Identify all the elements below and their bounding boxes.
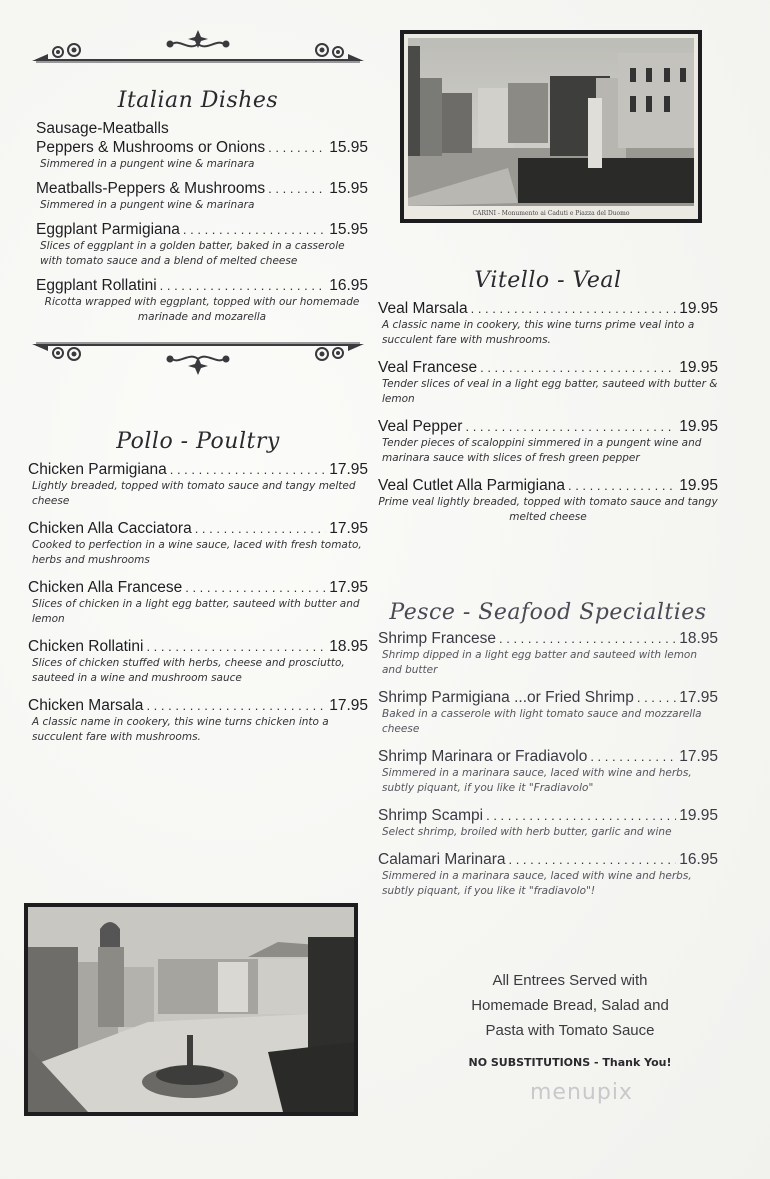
item-price: 19.95 (679, 477, 718, 494)
entrees-note (420, 968, 720, 1043)
section-title-poultry: Pollo - Poultry (116, 429, 280, 454)
item-price: 17.95 (329, 697, 368, 714)
menu-item (378, 688, 718, 737)
menu-item (28, 220, 368, 269)
item-name: Chicken Alla Francese (28, 579, 183, 596)
menu-item (378, 417, 718, 466)
item-price: 16.95 (679, 851, 718, 868)
dot-leader (183, 220, 326, 239)
item-price: 15.95 (329, 139, 368, 156)
item-name: Chicken Parmigiana (28, 461, 167, 478)
dot-leader (486, 806, 676, 825)
item-price: 15.95 (329, 221, 368, 238)
dot-leader (637, 688, 676, 707)
item-description: Simmered in a pungent wine & marinara (40, 158, 255, 170)
item-price: 19.95 (679, 807, 718, 824)
item-description: Slices of eggplant in a golden batter, baked in a casserole with tomato sauce and a blend of melted cheese (40, 240, 345, 267)
town-square-photo-icon (408, 38, 694, 206)
item-description: Slices of chicken in a light egg batter, sauteed with butter and lemon (32, 598, 360, 625)
section-title-italian: Italian Dishes (117, 88, 279, 113)
item-price: 16.95 (329, 277, 368, 294)
menu-item (378, 358, 718, 407)
item-description: A classic name in cookery, this wine turns prime veal into a succulent fare with mushrooms. (382, 319, 695, 346)
item-description: Tender slices of veal in a light egg batter, sauteed with butter & lemon (382, 378, 718, 405)
vintage-photo-top (400, 30, 702, 223)
right-column (378, 268, 718, 532)
entrees-note-line: All Entrees Served with (492, 972, 648, 989)
dot-leader (568, 476, 676, 495)
left-column (28, 28, 368, 752)
item-description: Cooked to perfection in a wine sauce, laced with fresh tomato, herbs and mushrooms (32, 539, 362, 566)
menu-item (378, 850, 718, 899)
item-name: Shrimp Parmigiana ...or Fried Shrimp (378, 689, 634, 706)
item-description: Baked in a casserole with light tomato sauce and mozzarella cheese (382, 708, 702, 735)
item-price: 17.95 (329, 579, 368, 596)
item-name: Shrimp Scampi (378, 807, 484, 824)
dot-leader (146, 637, 326, 656)
menu-item (378, 747, 718, 796)
entrees-note-line: Homemade Bread, Salad and (471, 997, 669, 1014)
item-name: Veal Cutlet Alla Parmigiana (378, 477, 565, 494)
item-name: Shrimp Marinara or Fradiavolo (378, 748, 588, 765)
menu-item (28, 637, 368, 686)
item-description: Shrimp dipped in a light egg batter and sauteed with lemon and butter (382, 649, 698, 676)
dot-leader (160, 276, 327, 295)
item-price: 18.95 (679, 630, 718, 647)
item-description: Simmered in a marinara sauce, laced with wine and herbs, subtly piquant, if you like it "fradiavolo"! (382, 870, 692, 897)
item-price: 17.95 (679, 689, 718, 706)
dot-leader (508, 850, 676, 869)
menu-item (28, 578, 368, 627)
item-price: 15.95 (329, 180, 368, 197)
section-title-veal: Vitello - Veal (474, 268, 622, 293)
menu-item (378, 299, 718, 348)
menu-item (28, 119, 368, 172)
dot-leader (480, 358, 676, 377)
item-description: Tender pieces of scaloppini simmered in a pungent wine and marinara sauce with slices of fresh green pepper (382, 437, 702, 464)
seafood-column (378, 600, 718, 906)
item-name: Eggplant Rollatini (36, 277, 157, 294)
menu-item (378, 806, 718, 840)
item-name: Shrimp Francese (378, 630, 497, 647)
dot-leader (170, 460, 326, 479)
no-substitutions-note: NO SUBSTITUTIONS - Thank You! (468, 1056, 672, 1069)
item-name: Sausage-Meatballs (36, 120, 169, 137)
menu-item (378, 476, 718, 525)
dot-leader (471, 299, 677, 318)
item-description: Prime veal lightly breaded, topped with tomato sauce and tangy melted cheese (378, 496, 718, 523)
ornamental-divider-top-icon (28, 28, 368, 64)
item-price: 17.95 (329, 520, 368, 537)
item-description: Slices of chicken stuffed with herbs, cheese and prosciutto, sauteed in a wine and mushroom sauce (32, 657, 345, 684)
item-name: Chicken Marsala (28, 697, 144, 714)
menu-item (28, 519, 368, 568)
piazza-fountain-photo-icon (28, 907, 354, 1112)
item-name: Veal Francese (378, 359, 478, 376)
item-price: 18.95 (329, 638, 368, 655)
item-description: Ricotta wrapped with eggplant, topped with our homemade marinade and mozarella (44, 296, 360, 323)
dot-leader (465, 417, 676, 436)
dot-leader (499, 629, 676, 648)
watermark-logo: menupix (530, 1080, 633, 1105)
dot-leader (268, 138, 326, 157)
item-description: Lightly breaded, topped with tomato sauce and tangy melted cheese (32, 480, 356, 507)
menu-item (28, 696, 368, 745)
dot-leader (185, 578, 326, 597)
item-name: Chicken Alla Cacciatora (28, 520, 192, 537)
item-price: 19.95 (679, 300, 718, 317)
item-description: Simmered in a pungent wine & marinara (40, 199, 255, 211)
dot-leader (268, 179, 326, 198)
item-name: Meatballs-Peppers & Mushrooms (36, 180, 266, 197)
item-name: Chicken Rollatini (28, 638, 144, 655)
menu-item (28, 179, 368, 213)
item-name: Veal Pepper (378, 418, 463, 435)
ornamental-divider-bottom-icon (28, 341, 368, 377)
dot-leader (195, 519, 327, 538)
item-price: 19.95 (679, 359, 718, 376)
item-description: Select shrimp, broiled with herb butter, garlic and wine (382, 826, 672, 838)
item-name: Calamari Marinara (378, 851, 506, 868)
photo-caption: CARINI - Monumento ai Caduti e Piazza del Duomo (472, 210, 630, 217)
section-title-seafood: Pesce - Seafood Specialties (389, 600, 707, 625)
menu-item (378, 629, 718, 678)
item-description: A classic name in cookery, this wine turns chicken into a succulent fare with mushrooms. (32, 716, 329, 743)
menu-item (28, 460, 368, 509)
menu-item (28, 276, 368, 325)
item-price: 17.95 (329, 461, 368, 478)
item-name: Veal Marsala (378, 300, 468, 317)
dot-leader (590, 747, 676, 766)
item-price: 17.95 (679, 748, 718, 765)
entrees-note-line: Pasta with Tomato Sauce (485, 1022, 655, 1039)
vintage-photo-bottom (24, 903, 358, 1116)
item-name: Peppers & Mushrooms or Onions (36, 139, 266, 156)
dot-leader (146, 696, 326, 715)
item-price: 19.95 (679, 418, 718, 435)
item-name: Eggplant Parmigiana (36, 221, 180, 238)
item-description: Simmered in a marinara sauce, laced with wine and herbs, subtly piquant, if you like it "Fradiavolo" (382, 767, 692, 794)
